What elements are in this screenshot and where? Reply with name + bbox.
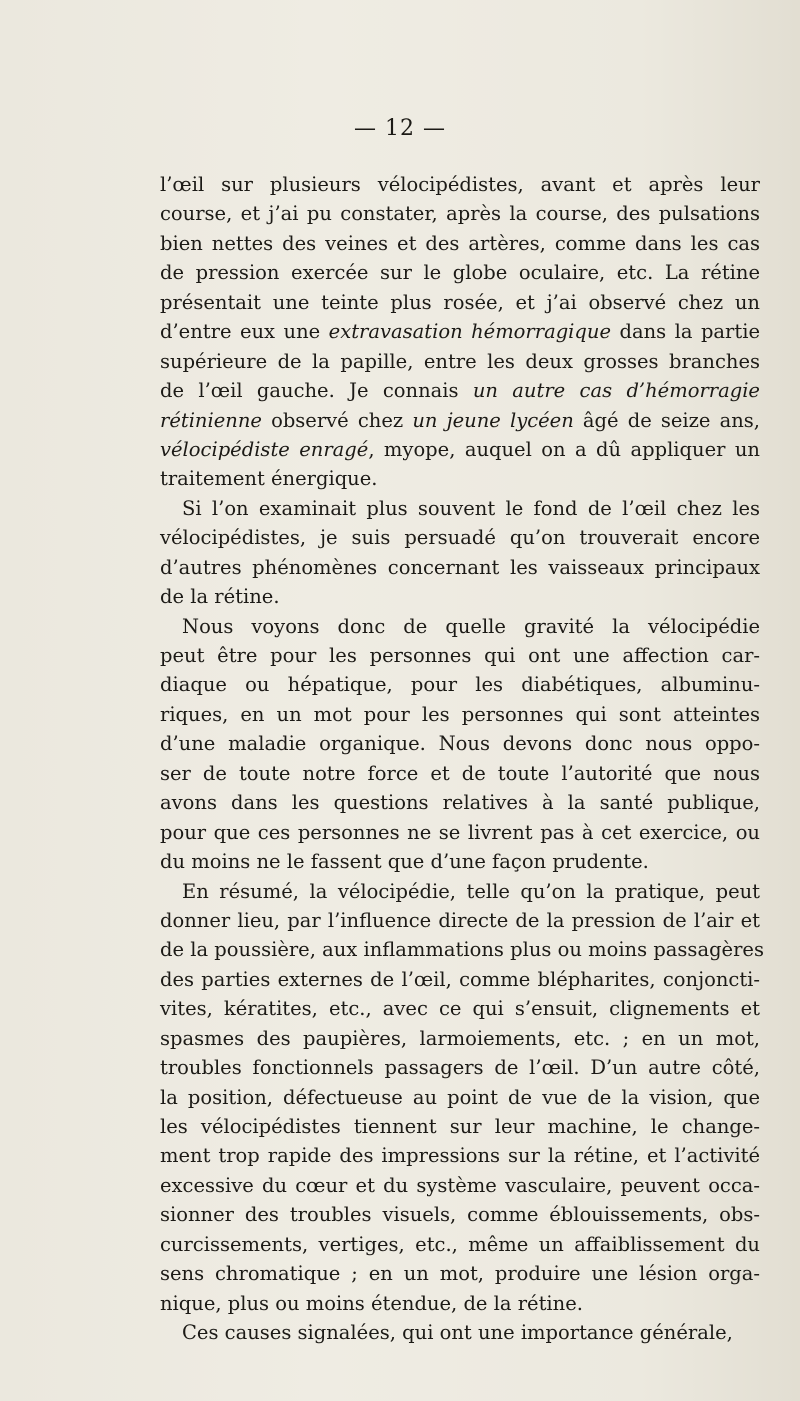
text-line: [160, 1200, 760, 1229]
text-run: ser de toute notre force et de toute l’autorité que nous: [160, 761, 760, 785]
text-run: donner lieu, par l’influence directe de la pression de l’air et: [160, 908, 760, 932]
text-run: vites, kératites, etc., avec ce qui s’ensuit, clignements et: [160, 997, 760, 1021]
text-line: [160, 1230, 760, 1259]
text-line: [160, 994, 760, 1023]
text-line: [160, 965, 760, 994]
text-run: des parties externes de l’œil, comme blépharites, conjoncti-: [160, 967, 760, 991]
text-run: Nous voyons donc de quelle gravité la vélocipédie: [182, 614, 760, 638]
text-run: de l’œil gauche. Je connais: [160, 379, 473, 403]
text-line: [160, 199, 760, 228]
text-line: [160, 818, 760, 847]
text-run: de pression exercée sur le globe oculaire, etc. La rétine: [160, 261, 760, 285]
text-line: [160, 700, 760, 729]
text-run: d’entre eux une: [160, 320, 329, 344]
text-line: [160, 288, 760, 317]
paragraph: [160, 170, 760, 494]
text-run: En résumé, la vélocipédie, telle qu’on la pratique, peut: [182, 879, 760, 903]
text-run: dans la partie: [611, 320, 760, 344]
text-run: excessive du cœur et du système vasculaire, peuvent occa-: [160, 1173, 760, 1197]
text-line: [160, 1112, 760, 1141]
text-run: course, et j’ai pu constater, après la course, des pulsations: [160, 202, 760, 226]
text-run: Si l’on examinait plus souvent le fond de l’œil chez les: [182, 496, 760, 520]
text-line: [160, 229, 760, 258]
text-line: [160, 759, 760, 788]
text-run: nique, plus ou moins étendue, de la rétine.: [160, 1291, 583, 1315]
text-run: sionner des troubles visuels, comme éblouissements, obs-: [160, 1203, 760, 1227]
text-run: supérieure de la papille, entre les deux grosses branches: [160, 349, 760, 373]
text-line: [160, 523, 760, 552]
text-line: [160, 935, 764, 964]
paragraph: [160, 612, 760, 877]
text-run: diaque ou hépatique, pour les diabétiques, albuminu-: [160, 673, 760, 697]
paragraph: [160, 494, 760, 612]
text-line: [160, 170, 760, 199]
text-line: [160, 1024, 760, 1053]
text-run: âgé de seize ans,: [573, 408, 761, 432]
body-text: [160, 170, 764, 1348]
paragraph: [160, 1318, 760, 1347]
text-run: troubles fonctionnels passagers de l’œil. D’un autre côté,: [160, 1056, 760, 1080]
paragraph: [160, 877, 764, 1319]
text-run: de la rétine.: [160, 585, 280, 609]
text-run: peut être pour les personnes qui ont une affection car-: [160, 644, 760, 667]
text-line: [160, 582, 760, 611]
text-run: bien nettes des veines et des artères, comme dans les cas: [160, 231, 760, 255]
text-line: [160, 1053, 760, 1082]
page-number: — 12 —: [354, 116, 446, 141]
text-run: d’une maladie organique. Nous devons donc nous oppo-: [160, 732, 760, 756]
text-line: [160, 1171, 760, 1200]
text-line: [160, 729, 760, 758]
italic-phrase: rétinienne: [160, 408, 262, 432]
text-line: [160, 641, 760, 670]
text-line: [160, 258, 760, 287]
text-run: pour que ces personnes ne se livrent pas à cet exercice, ou: [160, 820, 760, 844]
text-run: spasmes des paupières, larmoiements, etc. ; en un mot,: [160, 1026, 760, 1050]
text-run: sens chromatique ; en un mot, produire une lésion orga-: [160, 1262, 760, 1286]
text-line: [160, 1141, 760, 1170]
text-run: curcissements, vertiges, etc., même un affaiblissement du: [160, 1232, 760, 1256]
text-run: présentait une teinte plus rosée, et j’ai observé chez un: [160, 290, 760, 314]
text-line: [160, 317, 760, 346]
text-line: [160, 612, 760, 641]
italic-phrase: extravasation hémorragique: [328, 320, 611, 344]
text-run: de la poussière, aux inflammations plus ou moins passagères: [160, 938, 764, 962]
text-run: l’œil sur plusieurs vélocipédistes, avant et après leur: [160, 173, 760, 196]
text-line: [160, 376, 760, 405]
text-run: d’autres phénomènes concernant les vaisseaux principaux: [160, 555, 760, 579]
text-run: riques, en un mot pour les personnes qui sont atteintes: [160, 702, 760, 726]
italic-phrase: vélocipédiste enragé: [160, 437, 369, 461]
text-line: [160, 464, 760, 493]
text-line: [160, 435, 760, 464]
text-line: [160, 847, 760, 876]
text-line: [160, 1083, 760, 1112]
text-line: [160, 347, 760, 376]
text-line: [160, 906, 760, 935]
text-run: vélocipédistes, je suis persuadé qu’on trouverait encore: [160, 526, 760, 550]
text-line: [160, 494, 760, 523]
text-run: traitement énergique.: [160, 467, 378, 491]
italic-phrase: un jeune lycéen: [412, 408, 574, 432]
text-run: la position, défectueuse au point de vue de la vision, que: [160, 1085, 760, 1109]
text-line: [160, 1318, 760, 1347]
text-run: Ces causes signalées, qui ont une importance générale,: [182, 1321, 733, 1345]
text-line: [160, 406, 760, 435]
text-line: [160, 788, 760, 817]
text-run: les vélocipédistes tiennent sur leur machine, le change-: [160, 1115, 760, 1138]
text-run: avons dans les questions relatives à la santé publique,: [160, 791, 760, 815]
text-line: [160, 553, 760, 582]
text-run: ment trop rapide des impressions sur la rétine, et l’activité: [160, 1144, 760, 1168]
text-line: [160, 1289, 760, 1318]
text-run: observé chez: [261, 408, 413, 432]
text-run: , myope, auquel on a dû appliquer un: [368, 437, 760, 461]
text-line: [160, 670, 760, 699]
text-run: du moins ne le fassent que d’une façon prudente.: [160, 850, 649, 874]
italic-phrase: un autre cas d’hémorragie: [472, 379, 760, 403]
text-line: [160, 877, 760, 906]
text-line: [160, 1259, 760, 1288]
